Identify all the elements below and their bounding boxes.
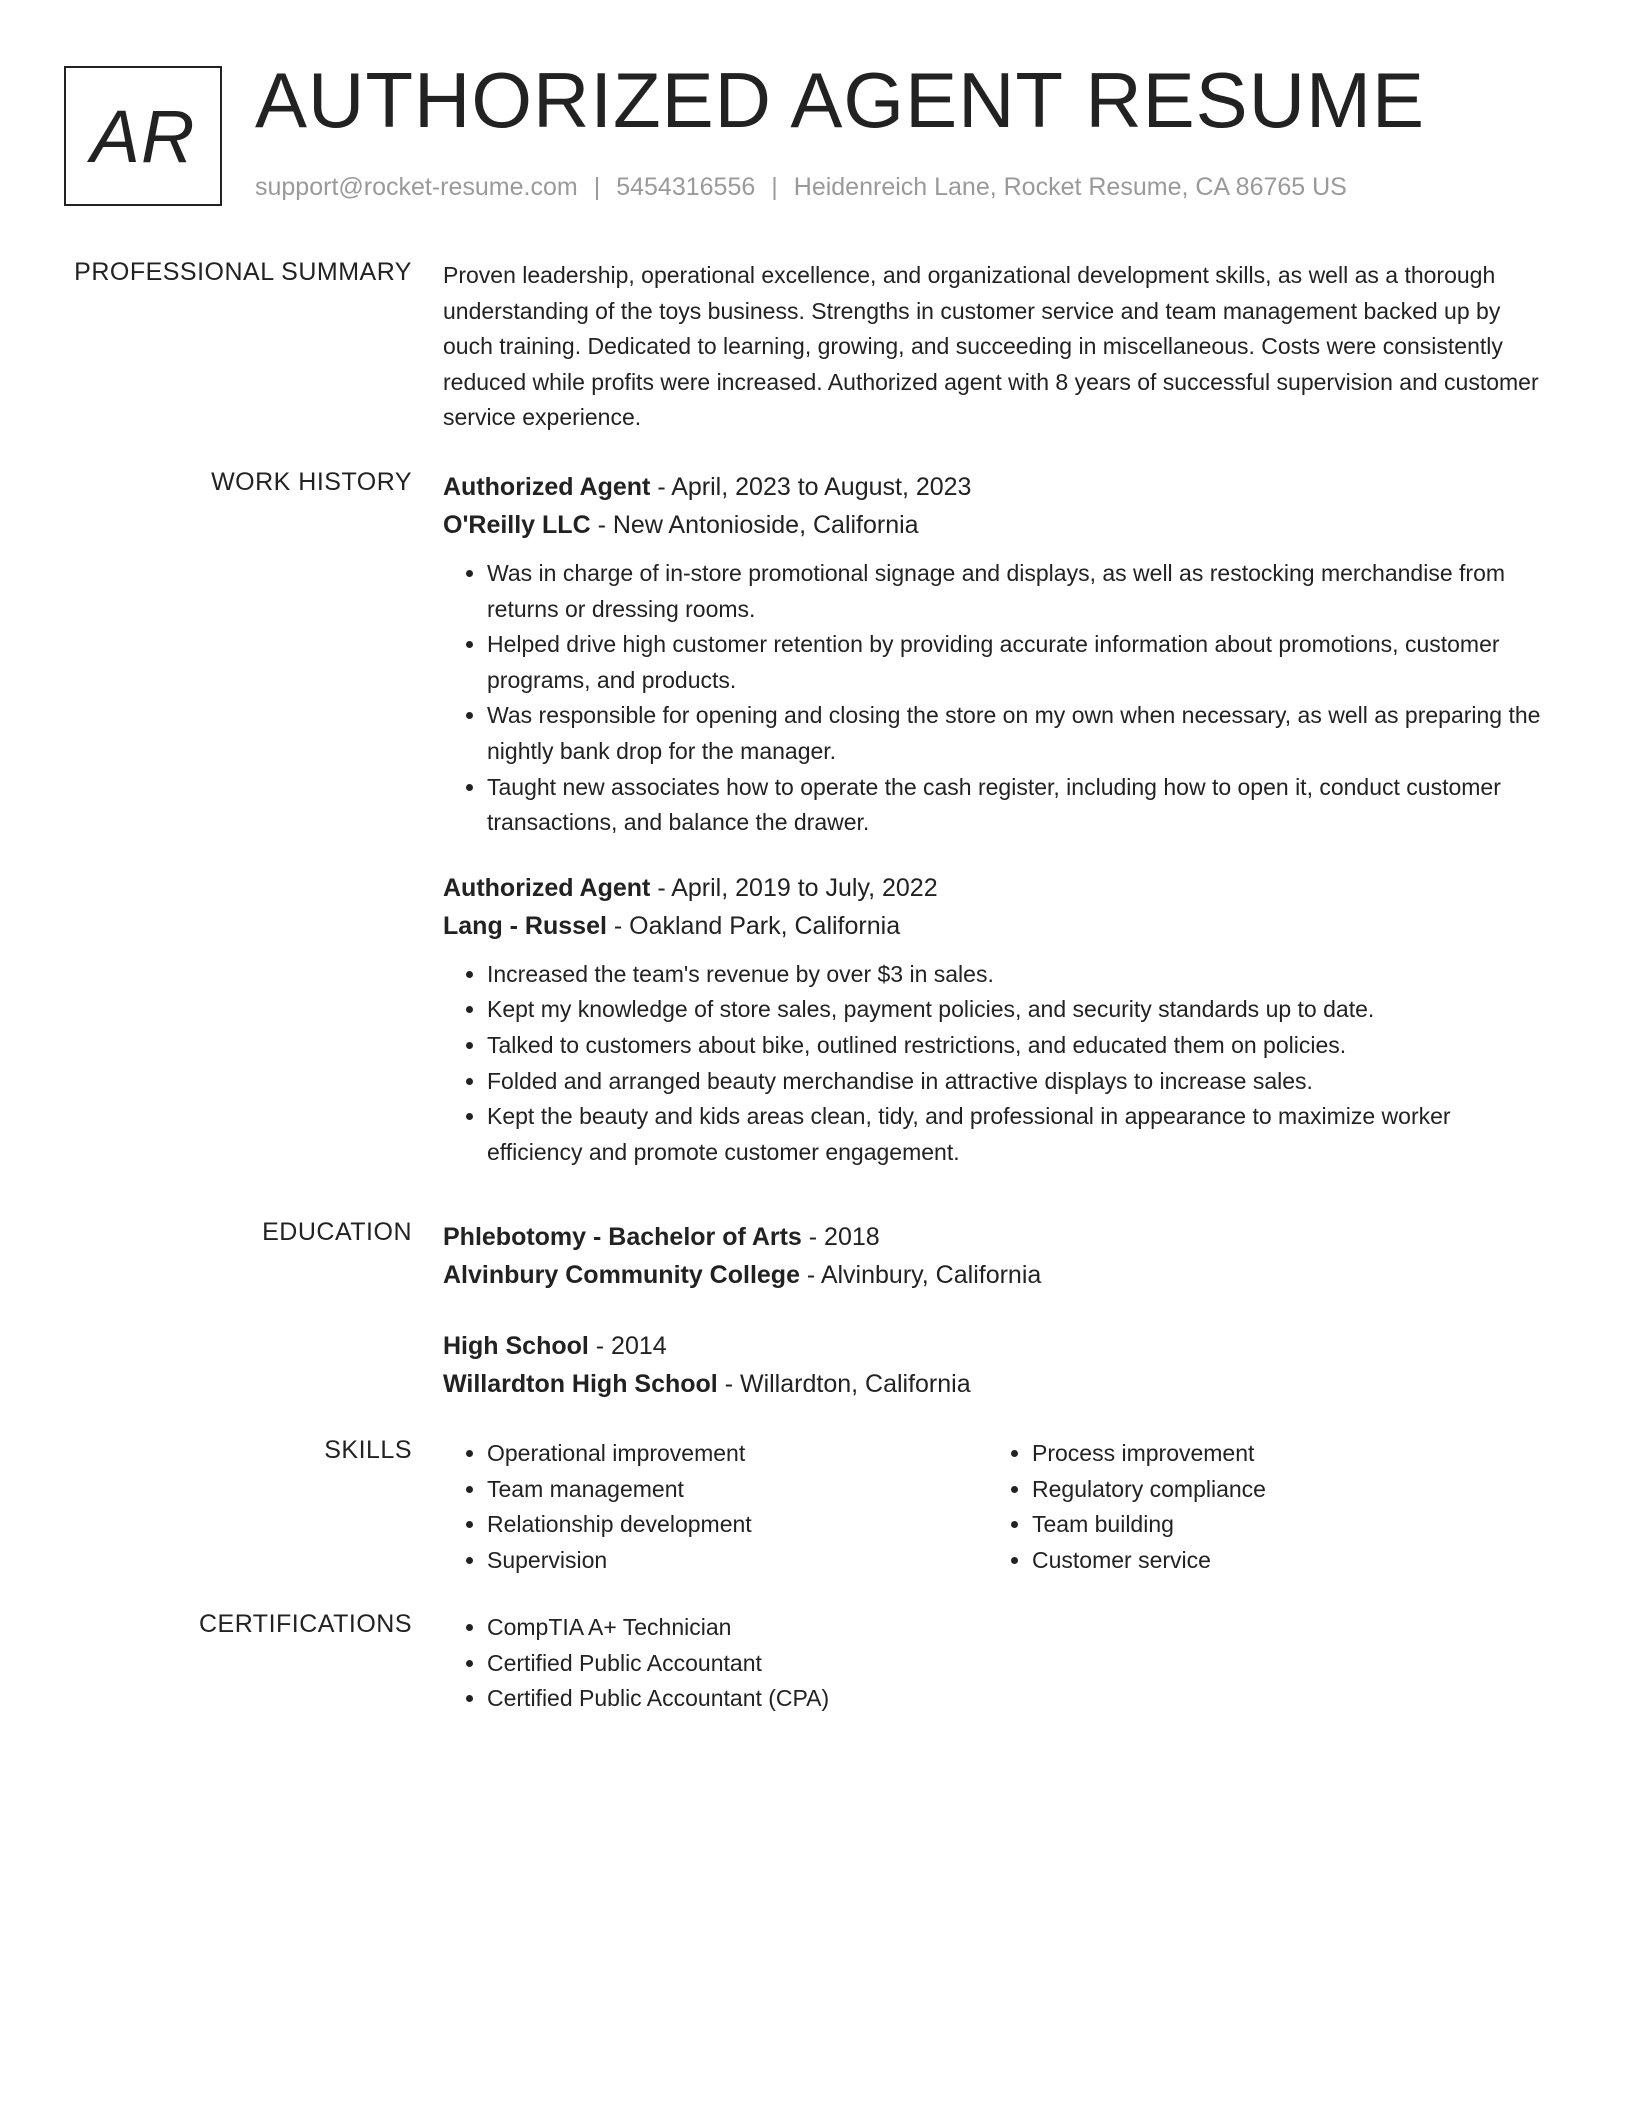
education-entry <box>443 1218 1543 1294</box>
certification-item: • CompTIA A+ Technician <box>487 1610 1543 1646</box>
skills-list-left <box>443 1436 988 1578</box>
education-school: Alvinbury Community College <box>443 1261 800 1289</box>
skills-columns <box>443 1436 1543 1578</box>
job-location: - New Antonioside, California <box>590 511 919 539</box>
job-bullet: • Helped drive high customer retention by providing accurate information about promotions, customer programs, and products. <box>487 627 1543 698</box>
contact-separator: | <box>593 173 601 201</box>
job-bullet: • Was in charge of in-store promotional signage and displays, as well as restocking merchandise from returns or dressing rooms. <box>487 556 1543 627</box>
job-entry <box>443 869 1543 1171</box>
job-dates: - April, 2023 to August, 2023 <box>650 473 972 501</box>
section-label-education: EDUCATION <box>262 1218 412 1246</box>
skill-item: • Process improvement <box>1032 1436 1533 1472</box>
skill-item: • Operational improvement <box>487 1436 988 1472</box>
education-degree: High School <box>443 1332 589 1360</box>
job-bullets <box>443 556 1543 841</box>
job-bullet: • Was responsible for opening and closing the store on my own when necessary, as well as preparing the nightly bank drop for the manager. <box>487 698 1543 769</box>
contact-email: support@rocket-resume.com <box>255 173 578 201</box>
section-label-skills: SKILLS <box>324 1436 412 1464</box>
job-company: Lang - Russel <box>443 911 607 940</box>
education-degree: Phlebotomy - Bachelor of Arts <box>443 1223 802 1251</box>
job-title: Authorized Agent <box>443 473 651 501</box>
skill-item: • Relationship development <box>487 1507 988 1543</box>
skill-item: • Supervision <box>487 1543 988 1579</box>
skills-list-right <box>988 1436 1533 1578</box>
job-bullet: • Increased the team's revenue by over $3 in sales. <box>487 957 1543 993</box>
job-title: Authorized Agent <box>443 873 651 902</box>
contact-separator: | <box>771 173 778 201</box>
certifications-list <box>443 1610 1543 1717</box>
job-bullet: • Folded and arranged beauty merchandise in attractive displays to increase sales. <box>487 1064 1543 1100</box>
certification-item: • Certified Public Accountant (CPA) <box>487 1681 1543 1717</box>
skill-item: • Customer service <box>1032 1543 1533 1579</box>
education-school: Willardton High School <box>443 1370 718 1398</box>
education-location: - Alvinbury, California <box>799 1261 1042 1289</box>
section-label-work: WORK HISTORY <box>211 468 412 496</box>
job-location: - Oakland Park, California <box>606 911 901 940</box>
skill-item: • Regulatory compliance <box>1032 1472 1533 1508</box>
resume-title: AUTHORIZED AGENT RESUME <box>255 56 1426 144</box>
contact-address: Heidenreich Lane, Rocket Resume, CA 86765 US <box>793 173 1347 201</box>
summary-text: Proven leadership, operational excellence, and organizational development skills, as well as a thorough understanding of the toys business. Strengths in customer service and team management backed up by ouch training. Dedicated to learning, growing, and succeeding in miscellaneous. Costs were consistently reduced while profits were increased. Authorized agent with 8 years of successful supervision and customer service experience. <box>443 262 1539 431</box>
job-entry <box>443 468 1543 841</box>
skill-item: • Team management <box>487 1472 988 1508</box>
job-bullet: • Kept the beauty and kids areas clean, tidy, and professional in appearance to maximize worker efficiency and promote customer engagement. <box>487 1099 1543 1170</box>
education-year: - 2018 <box>801 1223 880 1251</box>
job-bullets <box>443 957 1543 1171</box>
contact-line <box>255 173 1347 202</box>
monogram-box <box>64 66 222 206</box>
contact-phone: 5454316556 <box>616 173 756 201</box>
job-dates: - April, 2019 to July, 2022 <box>650 873 938 902</box>
job-bullet: • Kept my knowledge of store sales, payment policies, and security standards up to date. <box>487 992 1543 1028</box>
education-year: - 2014 <box>588 1332 667 1360</box>
section-label-summary: PROFESSIONAL SUMMARY <box>74 258 412 286</box>
job-bullet: • Talked to customers about bike, outlined restrictions, and educated them on policies. <box>487 1028 1543 1064</box>
monogram-initials: AR <box>90 94 196 178</box>
job-bullet: • Taught new associates how to operate the cash register, including how to open it, conduct customer transactions, and balance the drawer. <box>487 770 1543 841</box>
job-company: O'Reilly LLC <box>443 511 591 539</box>
education-location: - Willardton, California <box>717 1370 971 1398</box>
section-label-certifications: CERTIFICATIONS <box>198 1610 412 1638</box>
certification-item: • Certified Public Accountant <box>487 1646 1543 1682</box>
education-entry <box>443 1327 1543 1403</box>
skill-item: • Team building <box>1032 1507 1533 1543</box>
